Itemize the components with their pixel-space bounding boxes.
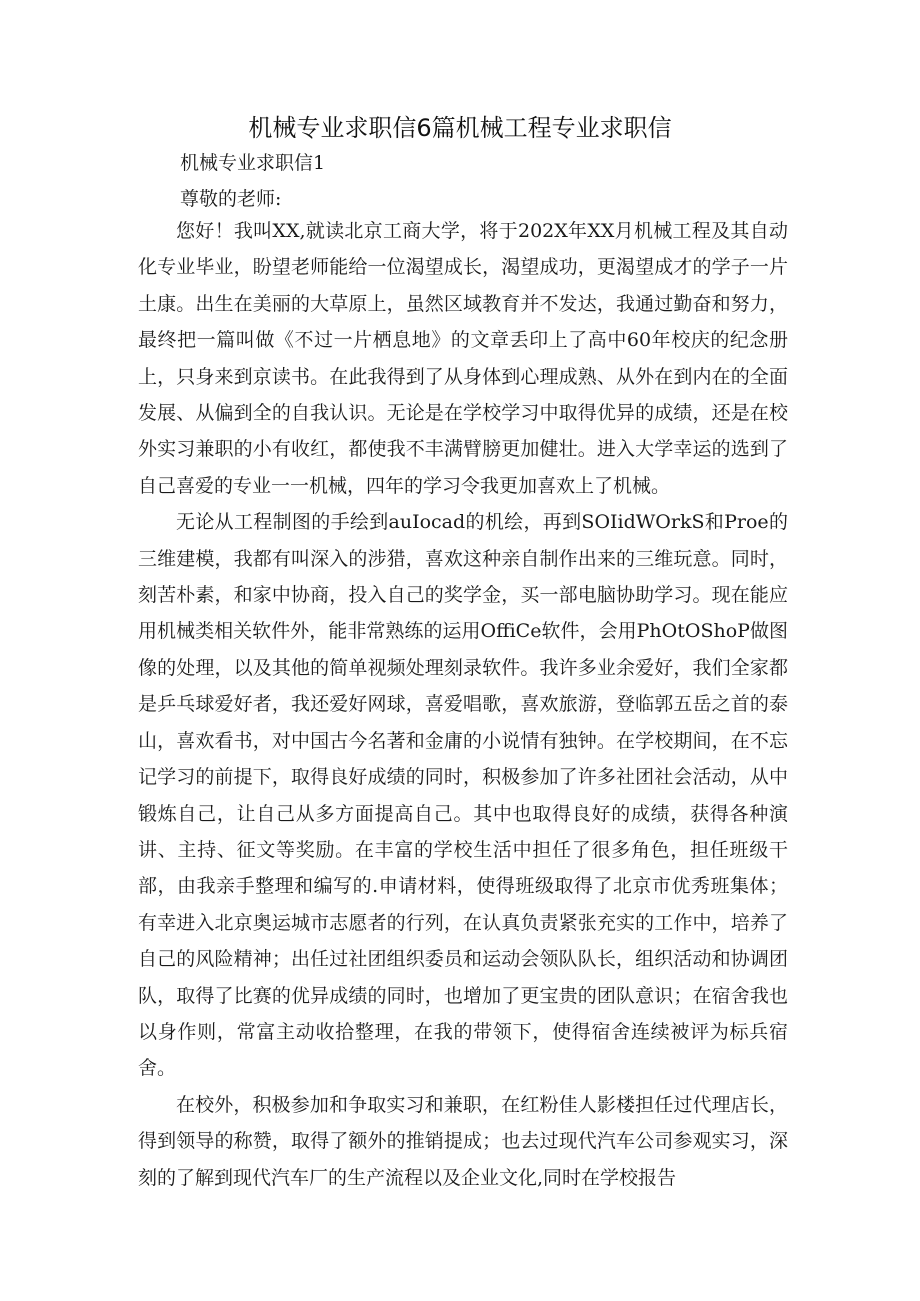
section-subtitle: 机械专业求职信1 [180,152,326,174]
paragraph-3: 在校外，积极参加和争取实习和兼职，在红粉佳人影楼担任过代理店长，得到领导的称赞，取得了额外的推销提成；也去过现代汽车公司参观实习，深刻的了解到现代汽车厂的生产流程以及企业文化,同时在学校报告 [138,1093,788,1189]
salutation: 尊敬的老师: [180,188,282,210]
paragraph-1: 您好！我叫XX,就读北京工商大学，将于202X年XX月机械工程及其自动化专业毕业，盼望老师能给一位渴望成长，渴望成功，更渴望成才的学子一片土康。出生在美丽的大草原上，虽然区域教育并不发达，我通过勤奋和努力，最终把一篇叫做《不过一片栖息地》的文章丢印上了高中60年校庆的纪念册上，只身来到京读书。在此我得到了从身体到心理成熟、从外在到内在的全面发展、从偏到全的自我认识。无论是在学校学习中取得优异的成绩，还是在校外实习兼职的小有收红，都使我不丰满臂膀更加健壮。进入大学幸运的选到了自己喜爱的专业一一机械，四年的学习令我更加喜欢上了机械。 [138,220,788,497]
paragraph-2: 无论从工程制图的手绘到auIocad的机绘，再到SOIidWOrkS和Proe的三维建模，我都有叫深入的涉猎，喜欢这种亲自制作出来的三维玩意。同时，刻苦朴素，和家中协商，投入自己的奖学金，买一部电脑协助学习。现在能应用机械类相关软件外，能非常熟练的运用OffiCe软件，会用PhOtOShoP做图像的处理，以及其他的简单视频处理刻录软件。我许多业余爱好，我们全家都是乒乓球爱好者，我还爱好网球，喜爱唱歌，喜欢旅游，登临郭五岳之首的泰山，喜欢看书，对中国古今名著和金庸的小说情有独钟。在学校期间，在不忘记学习的前提下，取得良好成绩的同时，积极参加了许多社团社会活动，从中锻炼自己，让自己从多方面提高自己。其中也取得良好的成绩，获得各种演讲、主持、征文等奖励。在丰富的学校生活中担任了很多角色，担任班级干部，由我亲手整理和编写的.申请材料，使得班级取得了北京市优秀班集体；有幸进入北京奥运城市志愿者的行列，在认真负责紧张充实的工作中，培养了自己的风险精神；出任过社团组织委员和运动会领队队长，组织活动和协调团队，取得了比赛的优异成绩的同时，也增加了更宝贵的团队意识；在宿舍我也以身作则，常富主动收拾整理，在我的带领下，使得宿舍连续被评为标兵宿舍。 [138,511,788,1080]
document-title: 机械专业求职信6篇机械工程专业求职信 [248,114,672,142]
letter-body [138,213,788,1196]
